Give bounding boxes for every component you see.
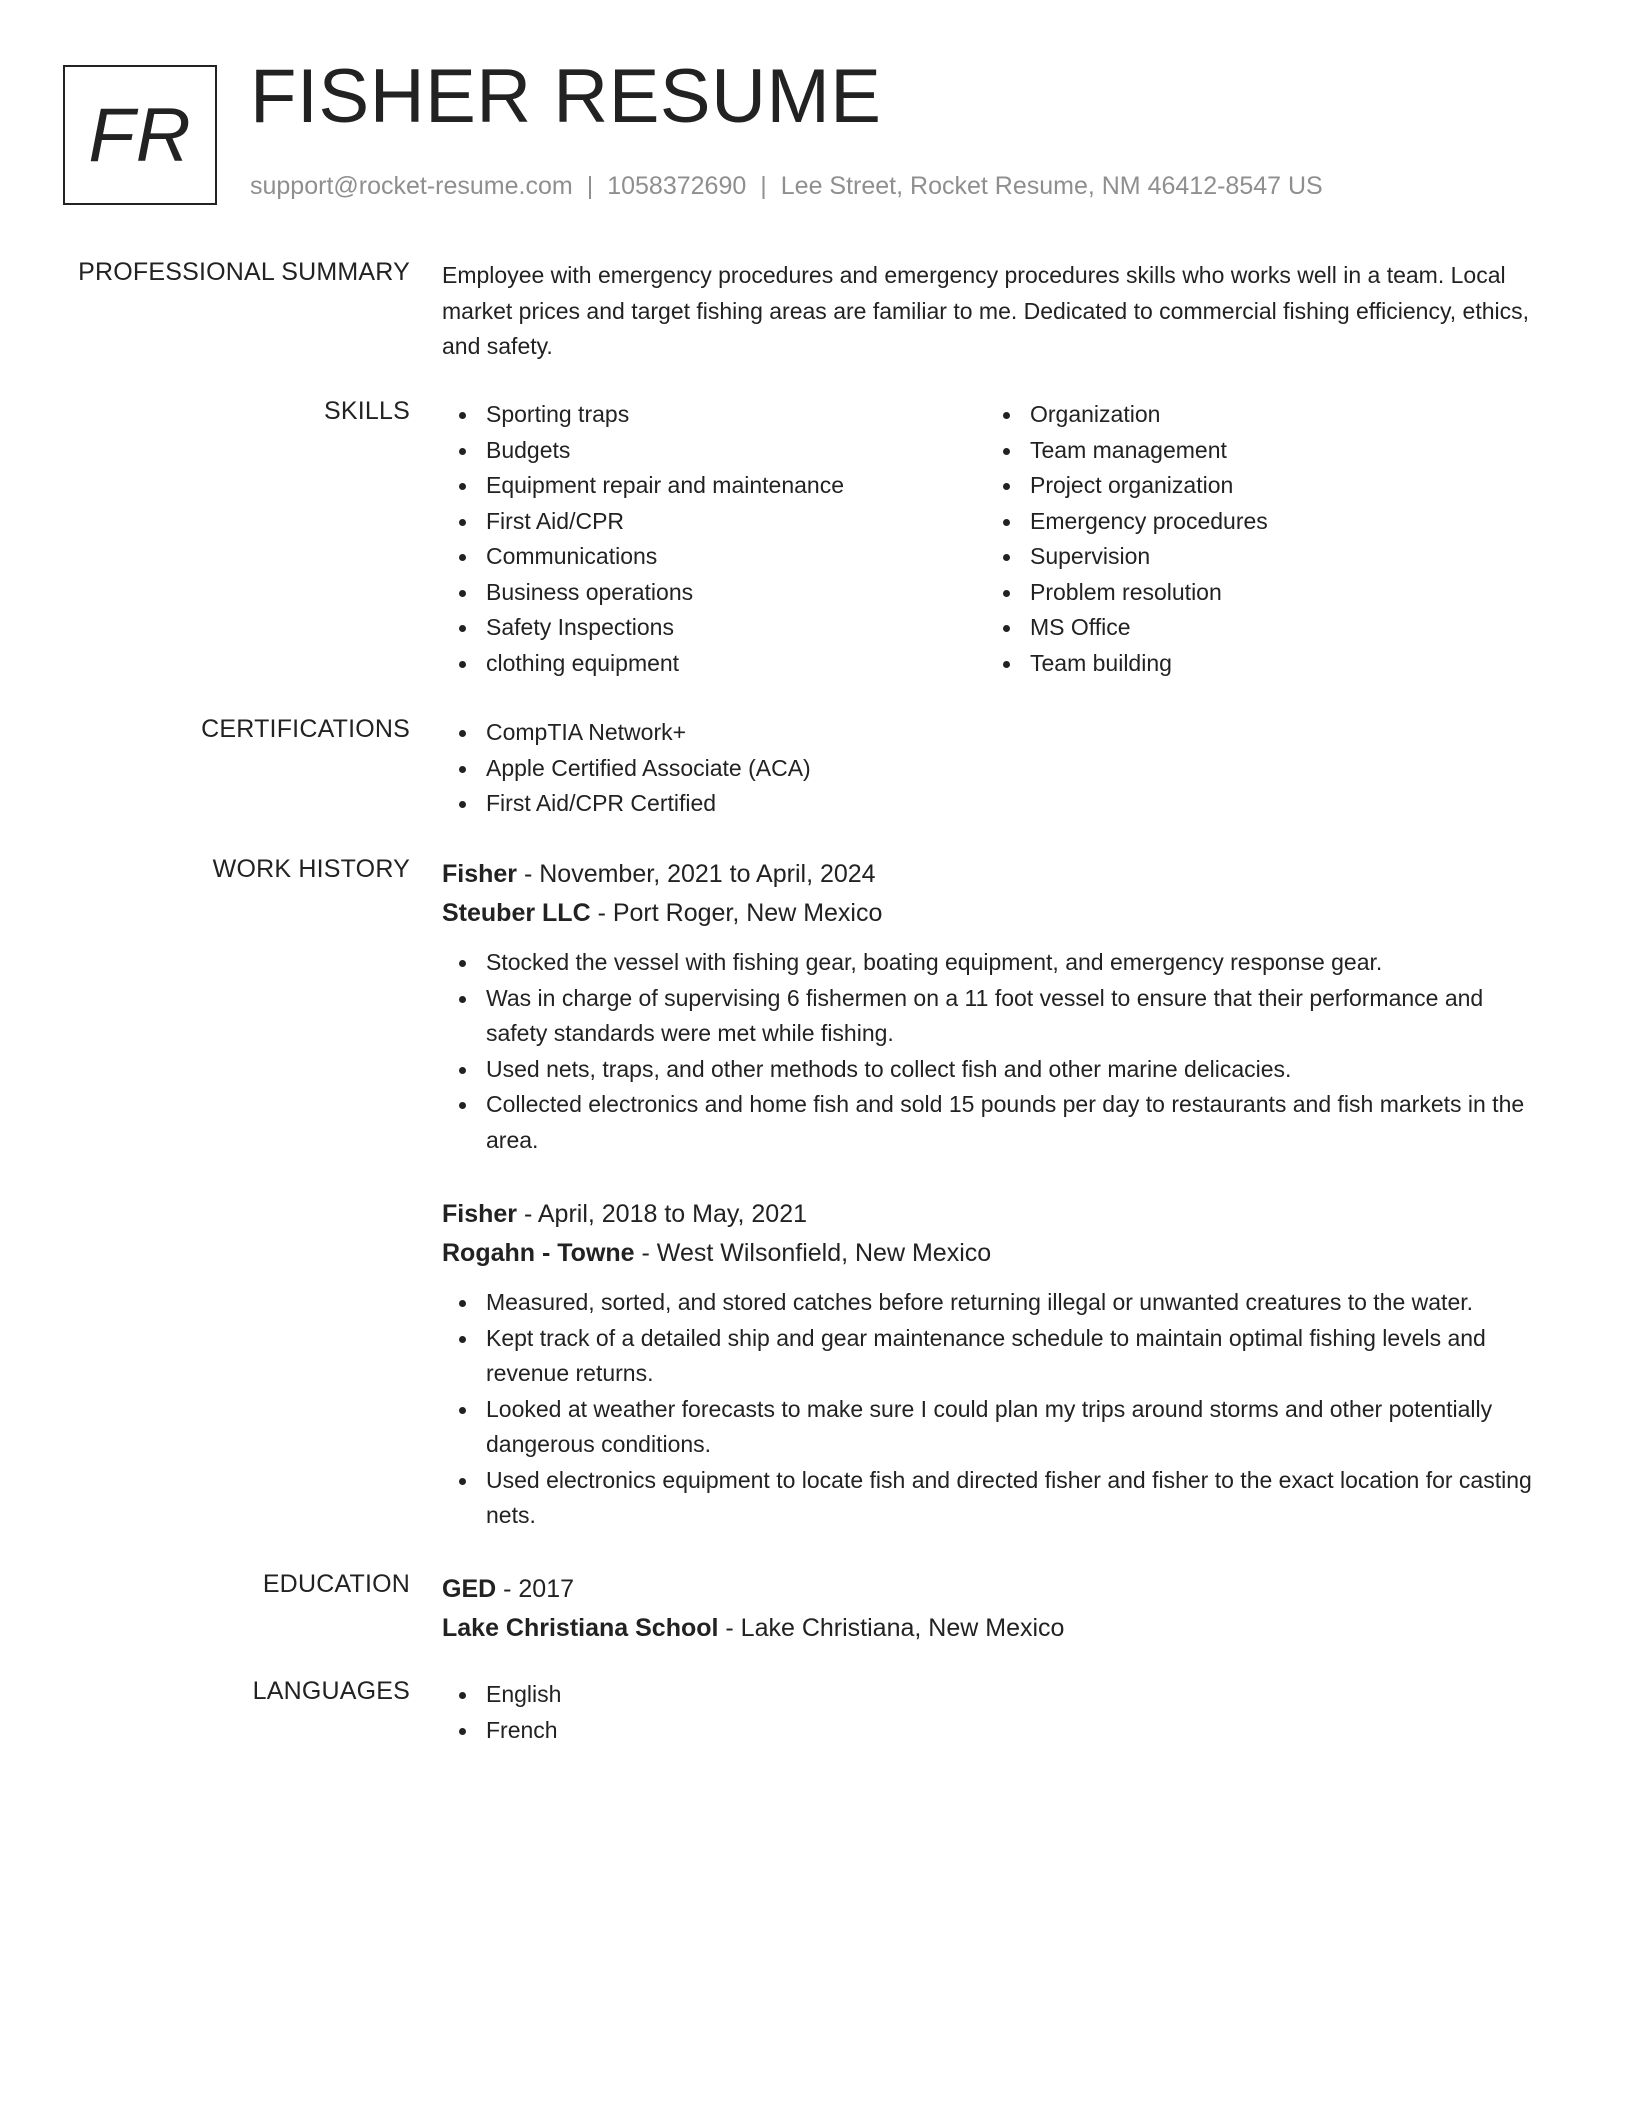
job-bullet: Kept track of a detailed ship and gear maintenance schedule to maintain optimal fishing levels and revenue returns. <box>442 1321 1547 1392</box>
job-title: Fisher <box>442 860 518 888</box>
skill-item: clothing equipment <box>442 646 986 682</box>
company-name: Steuber LLC <box>442 899 591 927</box>
degree-year: - 2017 <box>496 1575 575 1603</box>
skill-item: Business operations <box>442 575 986 611</box>
education-body <box>442 1570 1547 1648</box>
job-bullet: Measured, sorted, and stored catches before returning illegal or unwanted creatures to the water. <box>442 1285 1547 1321</box>
work-history-body <box>442 1195 1547 1534</box>
skill-item: Budgets <box>442 433 986 469</box>
languages-list <box>442 1677 1547 1748</box>
job-dates: - November, 2021 to April, 2024 <box>517 860 876 888</box>
skill-item: Team management <box>986 433 1530 469</box>
school-name: Lake Christiana School <box>442 1614 719 1642</box>
school-line <box>442 1609 1547 1648</box>
skills-list-right <box>986 397 1530 681</box>
certifications-body <box>442 715 1547 822</box>
language-item: English <box>442 1677 1547 1713</box>
skill-item: Project organization <box>986 468 1530 504</box>
school-location: - Lake Christiana, New Mexico <box>718 1614 1065 1642</box>
section-label-languages: LANGUAGES <box>252 1677 410 1705</box>
job-bullet: Stocked the vessel with fishing gear, boating equipment, and emergency response gear. <box>442 945 1547 981</box>
certifications-list <box>442 715 1547 822</box>
certification-item: Apple Certified Associate (ACA) <box>442 751 1547 787</box>
job-title-line <box>442 855 1547 894</box>
job-bullet: Was in charge of supervising 6 fishermen on a 11 foot vessel to ensure that their performance and safety standards were met while fishing. <box>442 981 1547 1052</box>
certification-item: CompTIA Network+ <box>442 715 1547 751</box>
company-location: - Port Roger, New Mexico <box>590 899 883 927</box>
job-entry <box>442 1195 1547 1534</box>
job-bullet: Collected electronics and home fish and sold 15 pounds per day to restaurants and fish markets in the area. <box>442 1087 1547 1158</box>
skill-item: Organization <box>986 397 1530 433</box>
monogram-box <box>63 65 217 205</box>
languages-body <box>442 1677 1547 1748</box>
job-title: Fisher <box>442 1200 518 1228</box>
degree-name: GED <box>442 1575 497 1603</box>
job-dates: - April, 2018 to May, 2021 <box>517 1200 808 1228</box>
skill-item: Equipment repair and maintenance <box>442 468 986 504</box>
job-entry <box>442 855 1547 1158</box>
certification-item: First Aid/CPR Certified <box>442 786 1547 822</box>
summary-text: Employee with emergency procedures and emergency procedures skills who works well in a team. Local market prices and target fishing areas are familiar to me. Dedicated to commercial fishing efficiency, ethics, and safety. <box>442 262 1530 359</box>
section-label-certifications: CERTIFICATIONS <box>201 715 410 743</box>
skill-item: MS Office <box>986 610 1530 646</box>
skill-item: Problem resolution <box>986 575 1530 611</box>
monogram-initials: FR <box>88 92 192 178</box>
company-location: - West Wilsonfield, New Mexico <box>634 1239 992 1267</box>
contact-address: Lee Street, Rocket Resume, NM 46412-8547 US <box>780 172 1323 200</box>
resume-name: FISHER RESUME <box>250 54 882 139</box>
contact-phone[interactable]: 1058372690 <box>607 172 747 200</box>
section-label-skills: SKILLS <box>324 397 410 425</box>
job-bullet-list <box>442 945 1547 1158</box>
skills-body <box>442 397 1547 681</box>
skill-item: Safety Inspections <box>442 610 986 646</box>
degree-line <box>442 1570 1547 1609</box>
company-line <box>442 1234 1547 1273</box>
skills-list-left <box>442 397 986 681</box>
contact-separator: | <box>760 172 767 200</box>
skill-item: Supervision <box>986 539 1530 575</box>
work-history-body <box>442 855 1547 1158</box>
company-name: Rogahn - Towne <box>442 1239 635 1267</box>
language-item: French <box>442 1713 1547 1749</box>
job-bullet: Used electronics equipment to locate fish and directed fisher and fisher to the exact location for casting nets. <box>442 1463 1547 1534</box>
section-label-summary: PROFESSIONAL SUMMARY <box>78 258 410 286</box>
company-line <box>442 894 1547 933</box>
skill-item: First Aid/CPR <box>442 504 986 540</box>
section-label-work-history: WORK HISTORY <box>212 855 410 883</box>
skill-item: Emergency procedures <box>986 504 1530 540</box>
job-bullet: Used nets, traps, and other methods to collect fish and other marine delicacies. <box>442 1052 1547 1088</box>
job-title-line <box>442 1195 1547 1234</box>
contact-email[interactable]: support@rocket-resume.com <box>250 172 573 200</box>
job-bullet-list <box>442 1285 1547 1534</box>
skill-item: Sporting traps <box>442 397 986 433</box>
skill-item: Team building <box>986 646 1530 682</box>
contact-separator: | <box>586 172 594 200</box>
contact-line <box>250 172 1323 201</box>
job-bullet: Looked at weather forecasts to make sure I could plan my trips around storms and other potentially dangerous conditions. <box>442 1392 1547 1463</box>
skill-item: Communications <box>442 539 986 575</box>
section-label-education: EDUCATION <box>262 1570 410 1598</box>
